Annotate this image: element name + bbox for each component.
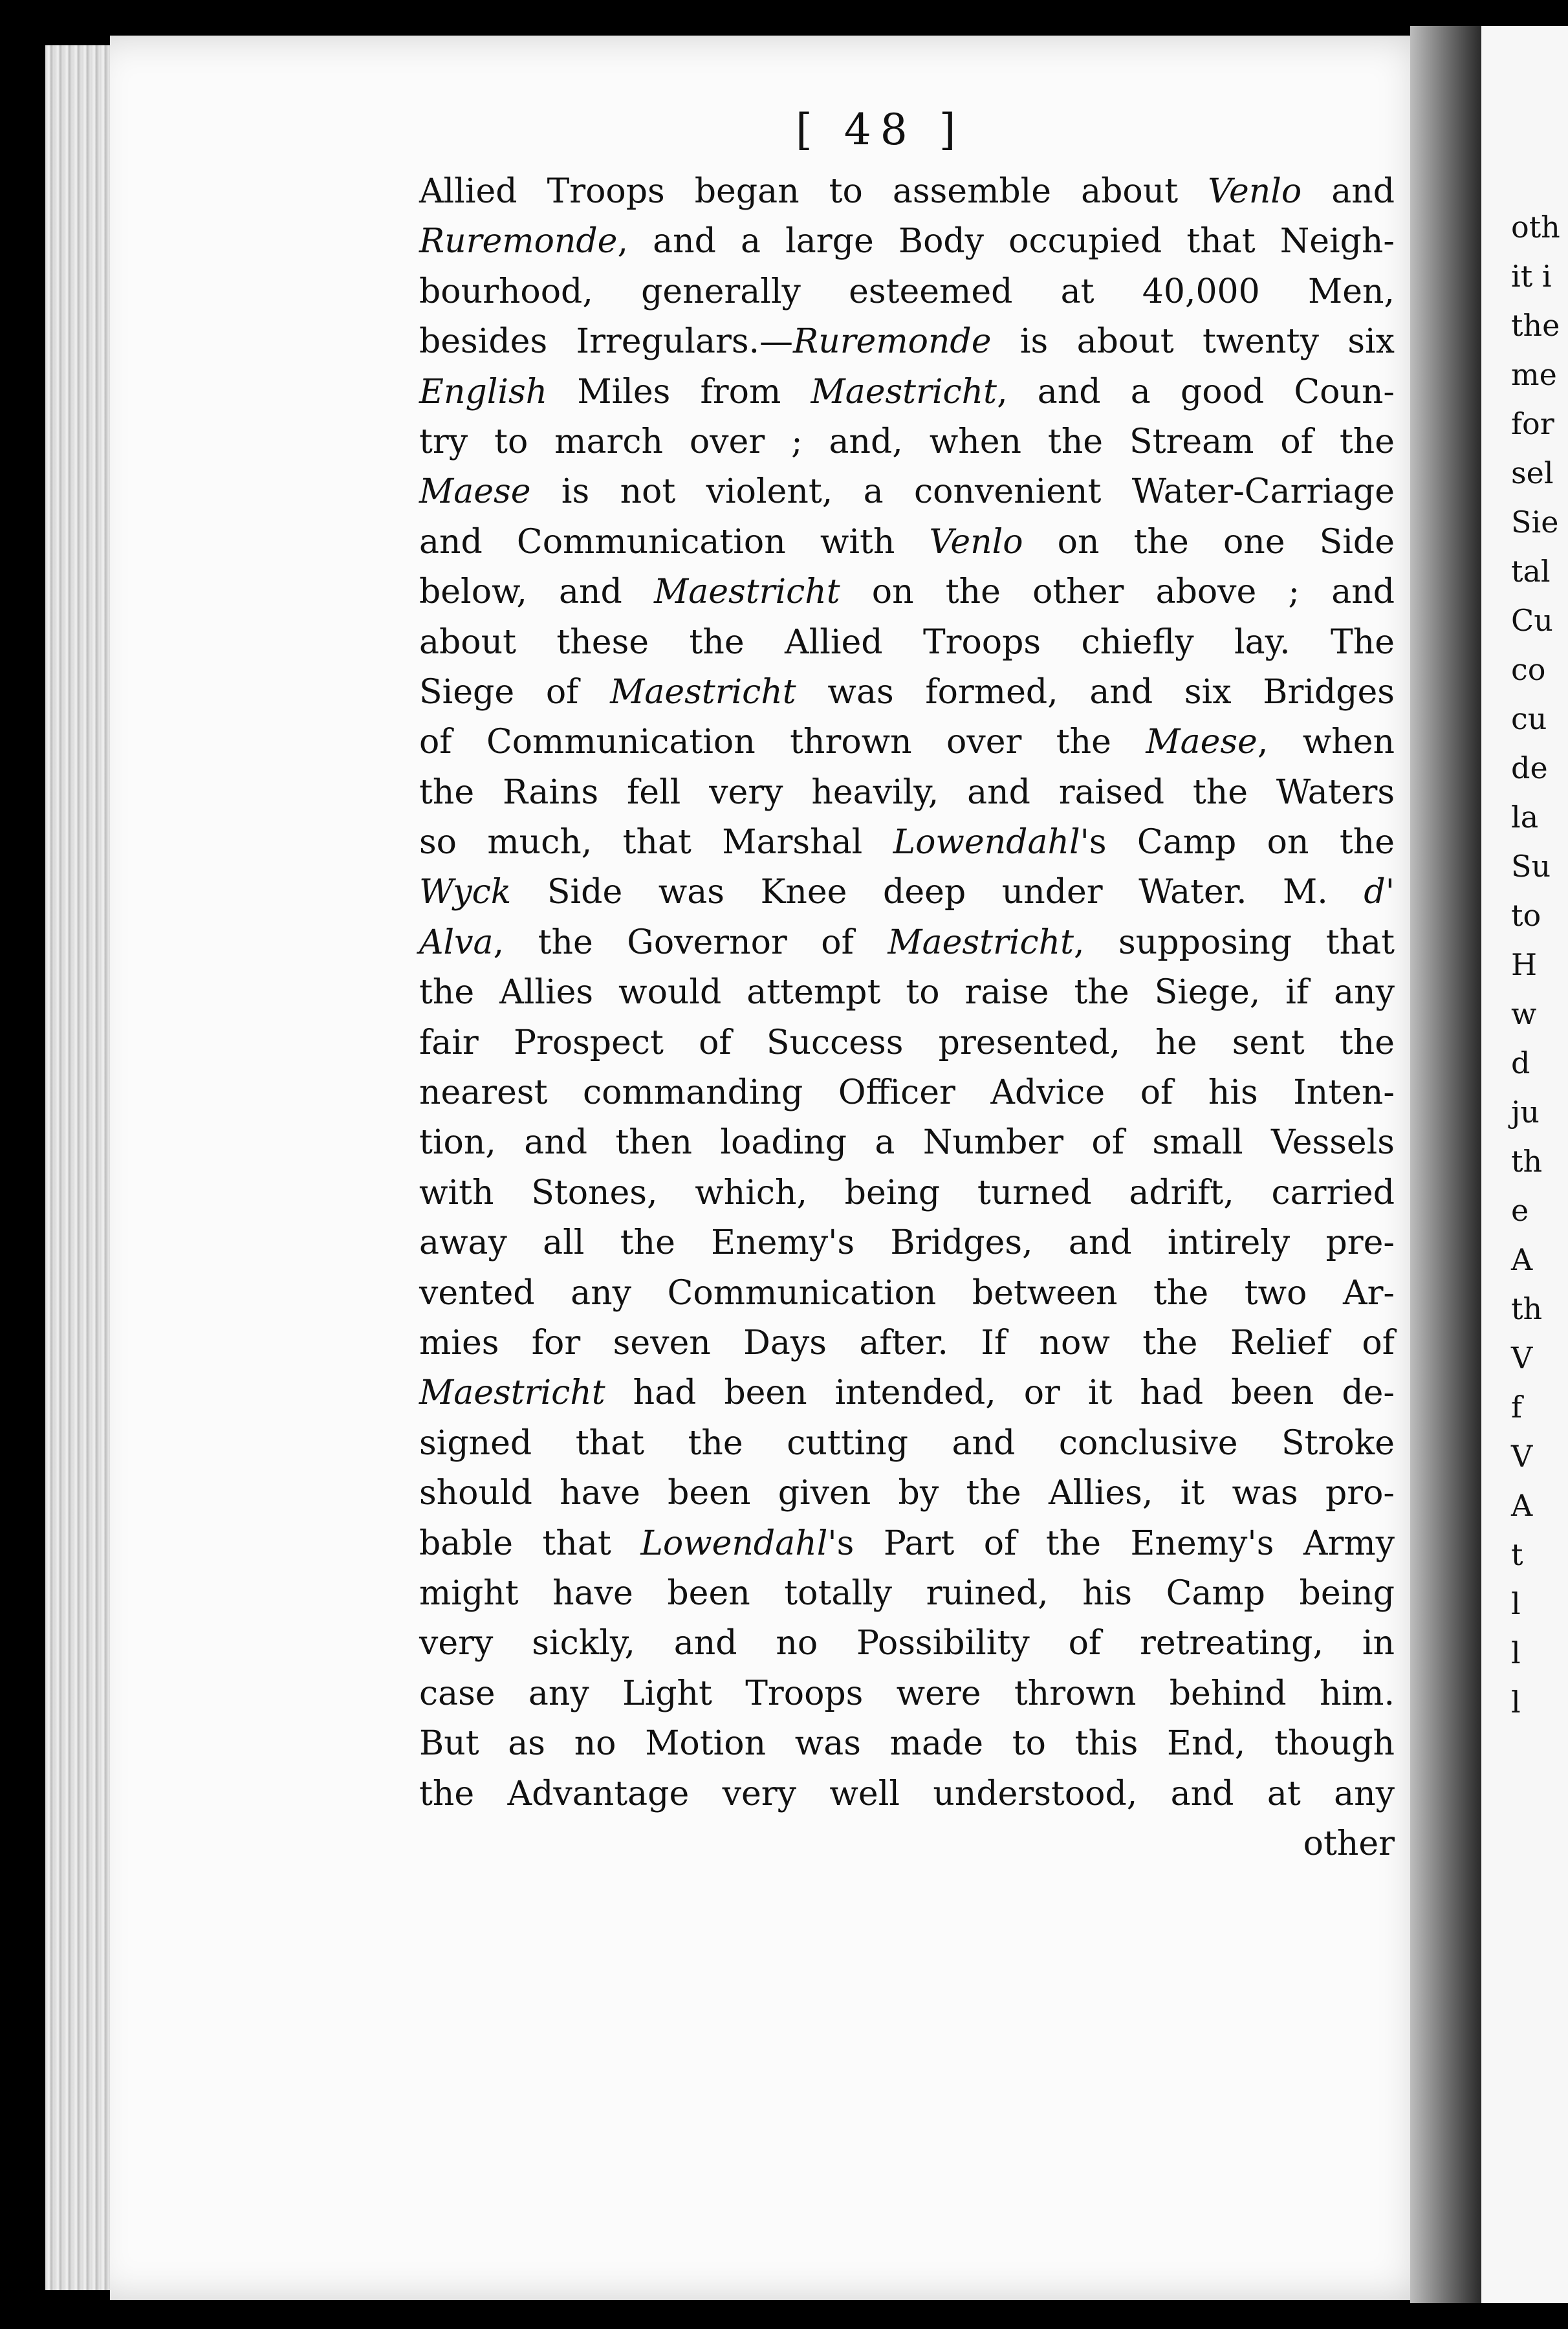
italic-segment: Lowendahl xyxy=(893,823,1080,862)
text-line xyxy=(419,567,1395,617)
text-segment: bable that xyxy=(419,1524,641,1563)
text-segment: and Communication with xyxy=(419,522,930,562)
text-line xyxy=(419,1118,1395,1168)
facing-page-text-fragment: th xyxy=(1511,1291,1543,1326)
italic-segment: Maestricht xyxy=(419,1373,605,1413)
text-line xyxy=(419,668,1395,717)
text-line xyxy=(419,217,1395,267)
text-segment: signed that the cutting and conclusive Stroke xyxy=(419,1423,1395,1463)
facing-page-text-fragment: ju xyxy=(1511,1095,1540,1130)
text-line xyxy=(419,1368,1395,1418)
facing-page-text-fragment: V xyxy=(1511,1439,1533,1474)
text-segment: the Advantage very well understood, and at any xyxy=(419,1774,1395,1813)
text-segment: , when xyxy=(1257,723,1395,762)
text-segment: so much, that Marshal xyxy=(419,823,893,862)
text-segment: with Stones, which, being turned adrift, carried xyxy=(419,1173,1395,1212)
text-line xyxy=(419,1018,1395,1068)
text-line xyxy=(419,1519,1395,1569)
text-line xyxy=(419,1719,1395,1769)
facing-page-text-fragment: Su xyxy=(1511,849,1551,884)
facing-page-text-fragment: e xyxy=(1511,1193,1529,1228)
italic-segment: Wyck xyxy=(419,873,512,912)
text-line xyxy=(419,1419,1395,1469)
text-line xyxy=(419,1318,1395,1368)
italic-segment: Maestricht xyxy=(610,672,796,712)
text-segment: 's Part of the Enemy's Army xyxy=(827,1524,1395,1563)
italic-segment: Maestricht xyxy=(811,372,997,411)
text-segment: below, and xyxy=(419,573,654,612)
facing-page-text-fragment: co xyxy=(1511,652,1546,687)
text-segment: on the other above ; and xyxy=(840,573,1395,612)
text-segment: the Allies would attempt to raise the Siege, if any xyxy=(419,973,1395,1012)
text-segment: had been intended, or it had been de- xyxy=(605,1373,1395,1413)
facing-page-text-fragment: tal xyxy=(1511,554,1551,589)
text-line xyxy=(419,467,1395,517)
text-segment: fair Prospect of Success presented, he sent the xyxy=(419,1023,1395,1062)
facing-page-text-fragment: l xyxy=(1511,1685,1521,1720)
text-segment: try to march over ; and, when the Stream of the xyxy=(419,422,1395,461)
text-line xyxy=(419,1218,1395,1268)
text-segment: tion, and then loading a Number of small Vessels xyxy=(419,1123,1395,1163)
text-line xyxy=(419,768,1395,818)
facing-page-text-fragment: d xyxy=(1511,1045,1530,1080)
facing-page-text-fragment: la xyxy=(1511,800,1539,835)
text-line xyxy=(419,868,1395,917)
text-line xyxy=(419,1619,1395,1668)
facing-page-text-fragment: l xyxy=(1511,1586,1521,1621)
text-segment: , supposing that xyxy=(1074,923,1395,962)
text-line xyxy=(419,1168,1395,1218)
facing-page-text-fragment: oth xyxy=(1511,210,1560,245)
text-segment: away all the Enemy's Bridges, and intirely pre- xyxy=(419,1223,1395,1263)
text-segment: is not violent, a convenient Water-Carriage xyxy=(530,472,1395,512)
facing-page-fragment xyxy=(1481,26,1568,2303)
text-line xyxy=(419,1068,1395,1118)
italic-segment: Alva xyxy=(419,923,494,962)
facing-page-text-fragment: Sie xyxy=(1511,505,1559,540)
text-segment: is about twenty six xyxy=(991,322,1395,362)
text-segment: on the one Side xyxy=(1023,522,1395,562)
text-segment: , and a good Coun- xyxy=(997,372,1395,411)
text-segment: nearest commanding Officer Advice of his Inten- xyxy=(419,1073,1395,1113)
text-segment: vented any Communication between the two Ar- xyxy=(419,1273,1395,1313)
italic-segment: d' xyxy=(1364,873,1395,912)
text-segment: should have been given by the Allies, it was pro- xyxy=(419,1474,1395,1513)
facing-page-text-fragment: V xyxy=(1511,1340,1533,1375)
italic-segment: Ruremonde xyxy=(793,322,992,362)
gutter-shadow xyxy=(1410,26,1481,2303)
text-segment: , the Governor of xyxy=(493,923,888,962)
facing-page-text-fragment: it i xyxy=(1511,259,1552,294)
facing-page-text-fragment: A xyxy=(1511,1242,1533,1277)
facing-page-text-fragment: Cu xyxy=(1511,603,1553,638)
text-line xyxy=(419,1669,1395,1719)
italic-segment: Venlo xyxy=(929,522,1023,562)
facing-page-text-fragment: to xyxy=(1511,898,1541,933)
text-segment: mies for seven Days after. If now the Relief of xyxy=(419,1323,1395,1362)
text-segment: Miles from xyxy=(547,372,811,411)
text-segment: Side was Knee deep under Water. M. xyxy=(511,873,1364,912)
facing-page-text-fragment: de xyxy=(1511,750,1548,785)
italic-segment: Venlo xyxy=(1208,172,1302,211)
text-segment: , and a large Body occupied that Neigh- xyxy=(617,222,1395,261)
facing-page-text-fragment: A xyxy=(1511,1488,1533,1523)
text-segment: 's Camp on the xyxy=(1080,823,1395,862)
catchword: other xyxy=(1303,1824,1395,1863)
facing-page-text-fragment: sel xyxy=(1511,455,1554,490)
text-line xyxy=(419,367,1395,417)
page-number: [ 48 ] xyxy=(796,105,965,155)
text-segment: and xyxy=(1301,172,1395,211)
facing-page-text-fragment: f xyxy=(1511,1390,1523,1425)
text-segment: the Rains fell very heavily, and raised the Waters xyxy=(419,772,1395,812)
text-line xyxy=(419,317,1395,367)
text-segment: But as no Motion was made to this End, though xyxy=(419,1724,1395,1764)
facing-page-text-fragment: t xyxy=(1511,1537,1523,1572)
italic-segment: Maese xyxy=(1146,723,1258,762)
facing-page-text-fragment: for xyxy=(1511,406,1554,441)
italic-segment: Ruremonde xyxy=(419,222,618,261)
text-line xyxy=(419,618,1395,668)
text-segment: very sickly, and no Possibility of retreating, in xyxy=(419,1624,1395,1663)
facing-page-text-fragment: th xyxy=(1511,1144,1543,1179)
text-segment: besides Irregulars.— xyxy=(419,322,794,362)
text-segment: case any Light Troops were thrown behind him. xyxy=(419,1674,1395,1713)
text-segment: about these the Allied Troops chiefly lay. The xyxy=(419,622,1395,662)
facing-page-text-fragment: cu xyxy=(1511,701,1547,736)
text-line xyxy=(419,818,1395,868)
facing-page-text-fragment: H xyxy=(1511,947,1538,982)
text-segment: bourhood, generally esteemed at 40,000 Men, xyxy=(419,272,1395,311)
facing-page-text-fragment: l xyxy=(1511,1635,1521,1670)
text-segment: Allied Troops began to assemble about xyxy=(419,172,1208,211)
italic-segment: Lowendahl xyxy=(640,1524,828,1563)
text-line xyxy=(419,267,1395,317)
text-segment: Siege of xyxy=(419,672,611,712)
italic-segment: English xyxy=(419,372,548,411)
text-segment: might have been totally ruined, his Camp being xyxy=(419,1573,1395,1613)
italic-segment: Maestricht xyxy=(887,923,1074,962)
text-line xyxy=(419,1469,1395,1518)
text-line xyxy=(419,1269,1395,1318)
italic-segment: Maese xyxy=(419,472,531,512)
text-line xyxy=(419,417,1395,467)
text-line xyxy=(419,968,1395,1018)
body-text xyxy=(419,167,1395,1869)
text-segment: was formed, and six Bridges xyxy=(796,672,1395,712)
text-line xyxy=(419,167,1395,217)
text-line xyxy=(419,518,1395,567)
facing-page-text-fragment: w xyxy=(1511,996,1537,1031)
text-line xyxy=(419,1769,1395,1819)
facing-page-text-fragment: me xyxy=(1511,357,1557,392)
text-line xyxy=(419,717,1395,767)
text-line xyxy=(419,918,1395,968)
text-line xyxy=(419,1569,1395,1619)
italic-segment: Maestricht xyxy=(654,573,840,612)
facing-page-text-fragment: the xyxy=(1511,308,1560,343)
text-segment: of Communication thrown over the xyxy=(419,723,1146,762)
